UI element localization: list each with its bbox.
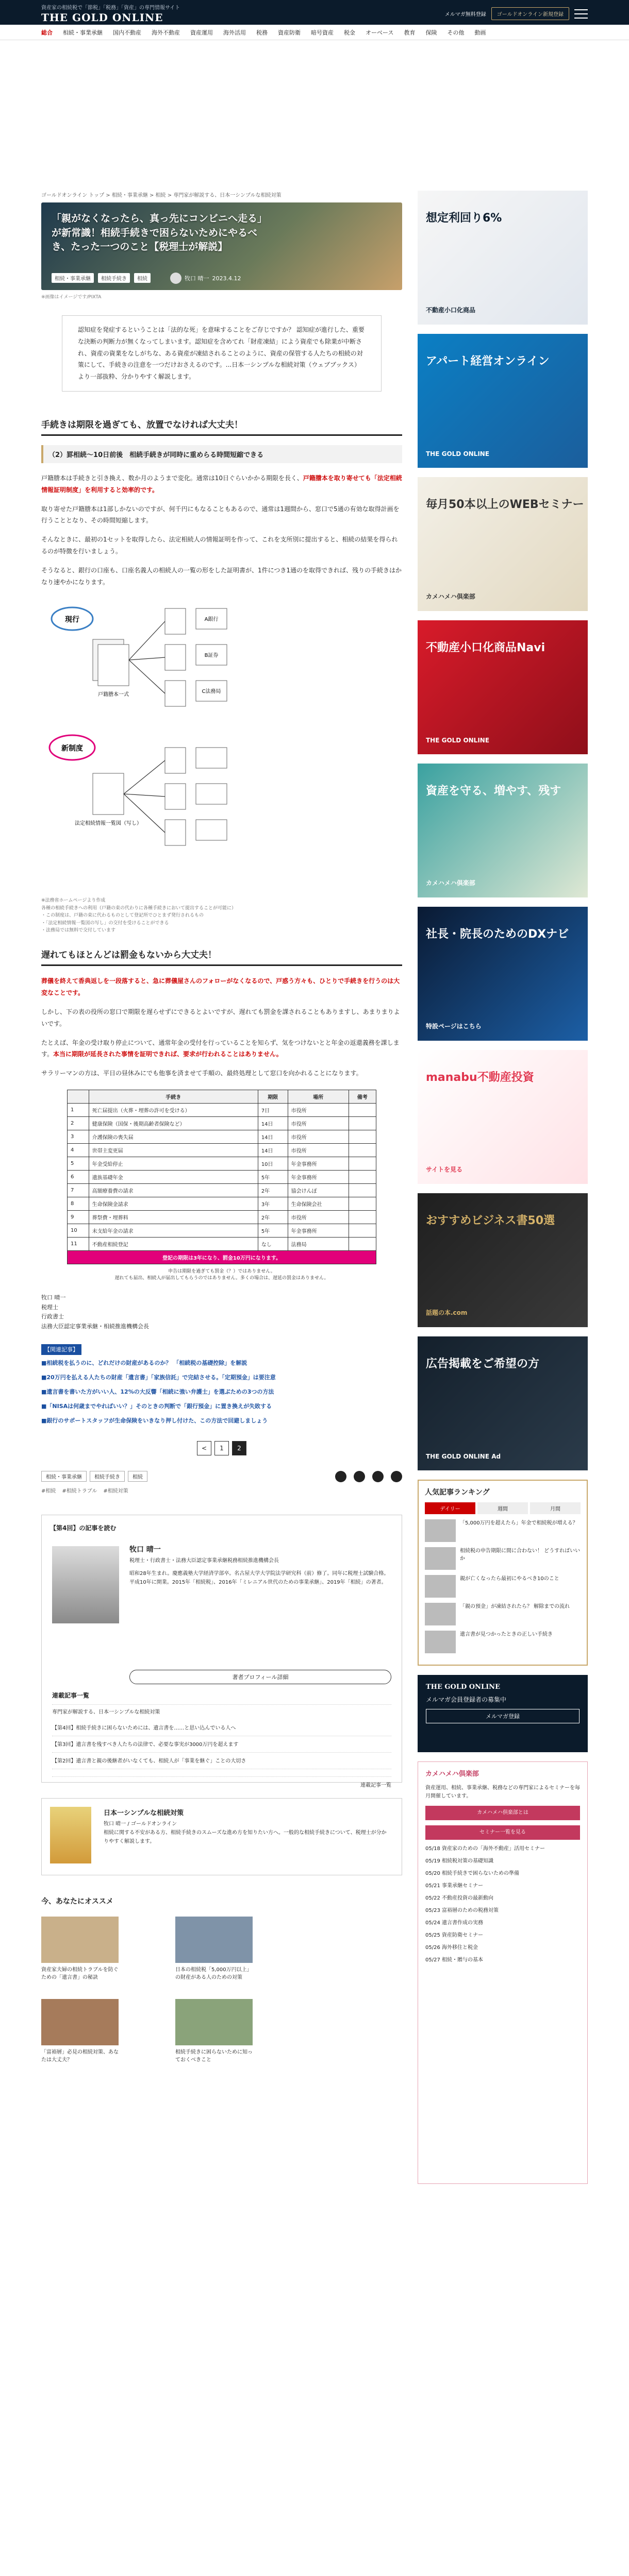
ranking-thumb	[425, 1603, 456, 1625]
table-note: 申告は期限を過ぎても罰金（？）ではありません。 遅れても届出、相続人が届出してもらうのではありません。多くの場合は、遅延の罰金はありません。	[114, 1268, 329, 1281]
table-cell: 3	[68, 1130, 89, 1143]
mailmag-button[interactable]: メルマガ登録	[426, 1709, 580, 1723]
table-row	[68, 1143, 376, 1157]
table-header: 場所	[288, 1090, 349, 1103]
table-row	[68, 1116, 376, 1130]
ranking-thumb	[425, 1631, 456, 1653]
nav-item[interactable]: 保険	[425, 29, 437, 36]
ranking-box	[418, 1480, 588, 1666]
ranking-title: 遺言書が見つかったときの正しい手続き	[460, 1632, 553, 1637]
book-desc: 相続に関する不安がある方、相続手続きのスムーズな進め方を知りたい方へ。一般的な相続手続きについて、税理士が分かりやすく解説します。	[104, 1829, 387, 1844]
hero-author[interactable]	[170, 273, 241, 284]
author-name: 牧口 晴一	[129, 1546, 161, 1554]
ranking-tab[interactable]: 週間	[477, 1502, 528, 1514]
seminar-item[interactable]: 05/20 相続手続きで困らないための準備	[425, 1870, 519, 1876]
breadcrumb[interactable]: ゴールドオンライン トップ > 相続・事業承継 > 相続 > 専門家が解説する、日本一シンプルな相続対策	[41, 193, 282, 198]
table-footer-row	[68, 1250, 376, 1264]
table-cell	[349, 1210, 376, 1224]
seminar-item[interactable]: 05/23 富裕層のための税務対策	[425, 1907, 499, 1913]
ranking-title: 「親の預金」が凍結されたら？ 解除までの流れ	[460, 1604, 570, 1609]
hashtag[interactable]: #相続	[41, 1488, 56, 1495]
paragraph: そうなると、銀行の口座も、口座名義人の相続人の一覧の形をした証明書が、1件につき1通のを取得できれば、残りの手続きはかなり速やかになります。	[41, 566, 402, 586]
table-row	[68, 1210, 376, 1224]
twitter-icon[interactable]	[335, 1471, 346, 1482]
ad-sub: サイトを見る	[426, 1166, 463, 1173]
profile-button[interactable]: 著者プロフィール詳細	[129, 1670, 391, 1684]
kame-button[interactable]: カメハメハ倶楽部とは	[425, 1806, 580, 1820]
recommend-section	[41, 1896, 402, 2081]
nav-item[interactable]: 暗号資産	[311, 29, 334, 36]
seminar-item[interactable]: 05/21 事業承継セミナー	[425, 1883, 483, 1889]
nav-item[interactable]: 動画	[474, 29, 486, 36]
ad-sub: THE GOLD ONLINE Ad	[426, 1453, 501, 1460]
category-chip[interactable]: 相続手続き	[98, 273, 130, 283]
table-cell: 10日	[258, 1157, 288, 1170]
related-link[interactable]: ■相続税を払うのに、どれだけの財産があるのか？ 「相続税の基礎控除」を解説	[41, 1360, 247, 1367]
recommend-card[interactable]	[41, 1917, 119, 1981]
author-card	[41, 1515, 402, 1788]
table-row	[68, 1183, 376, 1197]
seminar-item[interactable]: 05/24 遺言書作成の実務	[425, 1920, 483, 1926]
recommend-card[interactable]	[175, 1999, 253, 2064]
figure-caption: ※法務省ホームページより作成 各種の相続手続きへの利用（戸籍の束の代わりに各種手続きにおいて提出することが可能に） ・この制度は、戸籍の束に代わるものとして登記所でひとまず発行されるもの ・「法定相続情報一覧図の写し」の交付を受けることができる ・法務局では無料で交付しています	[41, 898, 237, 933]
series-item[interactable]: 【第4回】相続手続きに困らないためには、遺言書を……と思い込んでいる人へ	[52, 1724, 391, 1736]
deadline-table	[67, 1090, 376, 1264]
section-heading-2: 遅れてもほとんどは罰金もないから大丈夫！	[41, 947, 402, 966]
paragraph: 取り寄せた戸籍謄本は1部しかないのですが、何千円にもなることもあるので、通常は1週間から、窓口で5通の有効な取得計画を行うこととなり、その時間短縮します。	[41, 505, 400, 524]
related-link[interactable]: ■銀行のサポートスタッフが生命保険をいきなり押し付けた、この方法で回避しましょう	[41, 1417, 268, 1424]
nav-item[interactable]: 税金	[344, 29, 355, 36]
recommend-title: 日本の相続税「5,000万円以上」の財産がある人のための対策	[175, 1967, 252, 1981]
article-hero	[41, 202, 402, 290]
page-button[interactable]: 1	[214, 1441, 229, 1455]
ranking-item[interactable]	[425, 1603, 581, 1625]
table-cell: 未支給年金の請求	[89, 1224, 258, 1237]
seminar-item[interactable]: 05/26 海外移住と税金	[425, 1944, 478, 1951]
main-column	[41, 191, 402, 2081]
table-cell: 世帯主変更届	[89, 1143, 258, 1157]
sidebar-ad[interactable]	[418, 620, 588, 754]
hamburger-menu-icon[interactable]	[574, 9, 588, 19]
table-cell: 5年	[258, 1170, 288, 1183]
kame-desc: 資産運用、相続、事業承継、税務などの専門家によるセミナーを毎月開催しています。	[425, 1785, 580, 1799]
after-label: 新制度	[61, 744, 83, 753]
paragraph: そんなときに、最初の1セットを取得したら、法定相続人の情報証明を作って、これを支所別に提出すると、相続の結果を得られるのが特徴を行いましょう。	[41, 536, 398, 555]
table-cell: 5年	[258, 1224, 288, 1237]
sidebar-ad[interactable]	[418, 1336, 588, 1470]
recommend-thumb	[41, 1917, 119, 1963]
flow-figure	[41, 598, 402, 887]
recommend-card[interactable]	[41, 1999, 119, 2064]
table-cell: 2年	[258, 1183, 288, 1197]
recommend-title: 相続手続きに困らないために知っておくべきこと	[175, 2049, 253, 2063]
site-tagline: 資産家の相続税で「節税」「税務」「資産」の専門情報サイト	[41, 5, 180, 11]
table-cell: 4	[68, 1143, 89, 1157]
sidebar-ad[interactable]	[418, 907, 588, 1041]
sidebar	[418, 191, 588, 2184]
seminar-item[interactable]: 05/19 相続税対策の基礎知識	[425, 1858, 493, 1864]
kame-heading: カメハメハ倶楽部	[425, 1770, 479, 1778]
nav-item[interactable]: 相続・事業承継	[63, 29, 103, 36]
table-cell: 市役所	[288, 1130, 349, 1143]
table-cell: 2	[68, 1116, 89, 1130]
ad-title: おすすめビジネス書50選	[426, 1214, 555, 1227]
sidebar-ad[interactable]	[418, 1050, 588, 1184]
table-header	[68, 1090, 89, 1103]
ad-sub: THE GOLD ONLINE	[426, 737, 490, 744]
table-cell	[349, 1224, 376, 1237]
series-heading: 連載記事一覧	[52, 1690, 391, 1704]
tag[interactable]: 相続・事業承継	[41, 1471, 87, 1482]
ad-sub: 特設ページはこちら	[426, 1023, 482, 1030]
table-cell	[349, 1170, 376, 1183]
seminar-item[interactable]: 05/18 資産家のための「海外不動産」活用セミナー	[425, 1845, 545, 1852]
author-role: 税理士・行政書士・法務大臣認定事業承継税務相続推進機構会長	[129, 1558, 279, 1564]
share-buttons	[335, 1471, 402, 1482]
table-cell: なし	[258, 1237, 288, 1250]
related-link[interactable]: ■遺言書を書いた方がいい人、12%の大反響「相続に強い弁護士」を選ぶための3つの方法	[41, 1388, 274, 1396]
sidebar-ad[interactable]	[418, 477, 588, 611]
nav-item[interactable]: 資産運用	[190, 29, 213, 36]
table-cell	[349, 1130, 376, 1143]
related-link[interactable]: ■「NISAは何歳までやればいい？」そのときの判断で「銀行預金」に置き換えが失敗する	[41, 1402, 272, 1410]
seminar-item[interactable]: 05/25 資産防衛セミナー	[425, 1932, 483, 1938]
recommend-thumb	[175, 1999, 253, 2045]
ranking-item[interactable]	[425, 1631, 581, 1653]
tag[interactable]: 相続手続き	[90, 1471, 125, 1482]
book-title: 日本一シンプルな相続対策	[104, 1809, 184, 1818]
article-chips	[52, 273, 151, 283]
nav-item[interactable]: 税務	[256, 29, 268, 36]
ranking-thumb	[425, 1547, 456, 1570]
table-row	[68, 1237, 376, 1250]
table-cell: 14日	[258, 1143, 288, 1157]
securities-label: B証券	[204, 653, 219, 659]
author-avatar	[170, 273, 181, 284]
table-cell: 7日	[258, 1103, 288, 1116]
series-more[interactable]: 連載記事一覧	[360, 1782, 391, 1788]
article-title: 「親がなくなったら、真っ先にコンビニへ走る」が新常識！相続手続きで困らないためにやるべき、たった一つのこと【税理士が解説】	[52, 213, 268, 253]
hero-date: 2023.4.12	[212, 275, 241, 282]
nav-item[interactable]: オーベース	[366, 29, 394, 36]
nav-item[interactable]: 海外不動産	[152, 29, 180, 36]
hashtag[interactable]: #相続対策	[103, 1488, 128, 1495]
paragraph: しかし、下の表の役所の窓口で期限を遅らせずにできるとよいですが、遅れても罰金を課されることもありますし、あまりまりよいです。	[41, 1008, 400, 1027]
table-cell	[349, 1157, 376, 1170]
ad-title: 毎月50本以上のWEBセミナー	[426, 498, 584, 511]
hero-author-name: 牧口 晴一	[185, 275, 209, 282]
kame-more-button[interactable]: セミナー一覧を見る	[425, 1825, 580, 1840]
recommend-title: 「富裕層」必見の相続対策、あなたは大丈夫？	[41, 2049, 119, 2063]
paragraph: 戸籍謄本は手続きと引き換え、数か月のようまで変化。通常は10日ぐらいかかる期限を長く、戸籍謄本を取り寄せても「法定相続情報証明制度」を利用すると効率的です。	[41, 474, 402, 494]
series-label: 専門家が解説する、日本一シンプルな相続対策	[52, 1709, 160, 1715]
book-cover	[50, 1807, 91, 1863]
ranking-tab[interactable]: デイリー	[425, 1502, 475, 1514]
table-cell: 市役所	[288, 1210, 349, 1224]
category-chip[interactable]: 相続	[134, 273, 151, 283]
seminar-item[interactable]: 05/22 不動産投資の最新動向	[425, 1895, 493, 1901]
table-cell: 遺族基礎年金	[89, 1170, 258, 1183]
ad-sub: THE GOLD ONLINE	[426, 450, 490, 457]
register-button[interactable]: ゴールドオンライン新規登録	[491, 7, 569, 20]
ranking-title: 親が亡くなったら最初にやるべき10のこと	[460, 1576, 559, 1582]
table-cell	[349, 1197, 376, 1210]
paragraph-highlight: 葬儀を終えて香典返しを一段落すると、急に葬儀屋さんのフォローがなくなるので、戸惑う方々も、ひとりで手続きを行うのは大変なことです。	[41, 977, 400, 997]
nav-item[interactable]: 資産防衛	[278, 29, 301, 36]
author-bio: 昭和28年生まれ。慶應義塾大学経済学部卒。名古屋大学大学院法学研究科（前）修了。同年に税理士試験合格。平成10年に開業。2015年「相続税」、2016年「ミレニアル世代のための事業承継」、2019年「相続」の著者。	[129, 1571, 389, 1586]
table-row	[68, 1197, 376, 1210]
table-cell: 年金事務所	[288, 1157, 349, 1170]
ad-title: 広告掲載をご希望の方	[426, 1358, 540, 1370]
mailmag-link[interactable]: メルマガ無料登録	[444, 12, 486, 18]
table-header: 手続き	[89, 1090, 258, 1103]
recommend-thumb	[41, 1999, 119, 2045]
hashtags	[41, 1486, 402, 1494]
table-row	[68, 1130, 376, 1143]
author-signature: 牧口 晴一 税理士 行政書士 法務大臣認定事業承継・相続推進機構会長	[41, 1294, 149, 1330]
nav-item[interactable]: 海外活用	[223, 29, 246, 36]
series-item[interactable]: 【第3回】遺言書を残すべき人たちの法律で、必要な事実が3000万円を超えます	[52, 1740, 391, 1753]
ranking-title: 「5,000万円を超えたら」年金で相続税が増える？	[460, 1520, 578, 1526]
table-cell: 5	[68, 1157, 89, 1170]
ranking-item[interactable]	[425, 1575, 581, 1598]
table-cell: 市役所	[288, 1116, 349, 1130]
series-item[interactable]: 【第2回】遺言書と親の後継者がいなくても、相続人が「事業を継ぐ」ことの大切さ	[52, 1757, 391, 1769]
table-cell: 不動産相続登記	[89, 1237, 258, 1250]
category-chip[interactable]: 相続・事業承継	[52, 273, 94, 283]
table-cell	[349, 1237, 376, 1250]
sidebar-ad[interactable]	[418, 191, 588, 325]
table-footer: 登記の期限は3年になり、罰金10万円になります。	[68, 1250, 376, 1264]
table-cell	[349, 1116, 376, 1130]
global-nav	[0, 25, 629, 40]
related-heading: 【関連記事】	[41, 1344, 81, 1355]
book-card[interactable]: 日本一シンプルな相続対策 牧口 晴一 / ゴールドオンライン 相続に関する不安がある方、相続手続きのスムーズな進め方を知りたい方へ。一般的な相続手続きについて、税理士が分かりやすく解説します。	[41, 1798, 402, 1875]
ranking-tab[interactable]: 月間	[530, 1502, 581, 1514]
book-author: 牧口 晴一	[104, 1821, 126, 1827]
recommend-heading: 今、あなたにオススメ	[41, 1897, 113, 1906]
recommend-card[interactable]	[175, 1917, 253, 1981]
table-cell: 10	[68, 1224, 89, 1237]
table-cell: 生命保険会社	[288, 1197, 349, 1210]
table-cell: 14日	[258, 1130, 288, 1143]
table-cell: 高額療養費の請求	[89, 1183, 258, 1197]
recommend-title: 資産家夫婦の相続トラブルを防ぐための「遺言書」の秘訣	[41, 1967, 119, 1981]
certificate-label: 法定相続情報一覧図（写し）	[75, 821, 142, 827]
table-header: 備考	[349, 1090, 376, 1103]
table-header: 期限	[258, 1090, 288, 1103]
related-link[interactable]: ■20万円を払える人たちの財産「遺言書」「家族信託」で完結させる。「定期預金」は要注意	[41, 1374, 276, 1381]
table-row	[68, 1157, 376, 1170]
table-cell: 3年	[258, 1197, 288, 1210]
hatena-icon[interactable]	[391, 1471, 402, 1482]
table-cell	[349, 1143, 376, 1157]
lead-box: 認知症を発症するということは「法的な死」を意味することをご存じですか？ 認知症が進行した、重要な決断の判断力が無くなってしまいます。認知症を含めてれ「財産凍結」によう資産でも除業が中断され、資産の資業をなしがちな、ある資産が凍結されることのように、資産の保管する人たちの相続の対策にして、手続きの注意を一つだけおさえるのです。...日本一シンプルな相続対策（ウェブブックス）より一部抜粋、分かりやすく解説します。	[62, 315, 382, 392]
ranking-heading: 人気記事ランキング	[425, 1488, 490, 1497]
table-cell: 健康保険（国保・後期高齢者保険など）	[89, 1116, 258, 1130]
ad-sub: 話題の本.com	[426, 1309, 468, 1316]
mailmag-box	[418, 1675, 588, 1752]
table-cell: 14日	[258, 1116, 288, 1130]
table-cell: 市役所	[288, 1143, 349, 1157]
book-publisher: ゴールドオンライン	[130, 1821, 177, 1827]
back-link[interactable]: 【第4回】の記事を読む	[50, 1524, 117, 1532]
table-cell: 協会けんぽ	[288, 1183, 349, 1197]
table-cell: 11	[68, 1237, 89, 1250]
seminar-item[interactable]: 05/27 相続・贈与の基本	[425, 1957, 483, 1963]
family-register-label: 戸籍謄本一式	[98, 692, 129, 698]
pagination	[41, 1441, 402, 1455]
mailmag-title: メルマガ会員登録者の募集中	[426, 1696, 507, 1703]
section-heading: 手続きは期限を過ぎても、放置でなければ大丈夫！	[41, 417, 402, 436]
ad-title: 不動産小口化商品Navi	[426, 641, 545, 654]
line-icon[interactable]	[372, 1471, 384, 1482]
mailmag-logo: THE GOLD ONLINE	[426, 1683, 500, 1691]
table-cell: 介護保険の喪失届	[89, 1130, 258, 1143]
nav-item[interactable]: 総合	[41, 29, 53, 36]
recommend-thumb	[175, 1917, 253, 1963]
table-cell: 葬祭費・埋葬料	[89, 1210, 258, 1224]
ad-title: アパート経営オンライン	[426, 355, 550, 368]
table-cell	[349, 1103, 376, 1116]
site-logo[interactable]: THE GOLD ONLINE	[41, 11, 163, 24]
table-row	[68, 1103, 376, 1116]
ad-sub: 不動産小口化商品	[426, 307, 476, 314]
page-button[interactable]: 2	[232, 1441, 246, 1455]
ad-title: 想定利回り6%	[426, 212, 502, 225]
ad-sub: カメハメハ倶楽部	[426, 879, 475, 887]
table-cell: 死亡届提出（火葬・埋葬の許可を受ける）	[89, 1103, 258, 1116]
ranking-item[interactable]	[425, 1519, 581, 1542]
kamehameha-box	[418, 1761, 588, 2184]
table-cell: 生命保険金請求	[89, 1197, 258, 1210]
table-cell: 7	[68, 1183, 89, 1197]
ranking-item[interactable]	[425, 1547, 581, 1570]
table-cell	[349, 1183, 376, 1197]
table-cell: 法務局	[288, 1237, 349, 1250]
ad-title: manabu不動産投資	[426, 1071, 534, 1084]
table-cell: 年金事務所	[288, 1224, 349, 1237]
facebook-icon[interactable]	[354, 1471, 365, 1482]
author-portrait	[52, 1546, 119, 1623]
photo-caption: ※画像はイメージです/PIXTA	[41, 295, 102, 300]
ranking-thumb	[425, 1519, 456, 1542]
related-links	[41, 1344, 402, 1426]
ad-title: 資産を守る、増やす、残す	[426, 785, 561, 798]
table-cell: 2年	[258, 1210, 288, 1224]
bank-label: A銀行	[204, 617, 219, 623]
nav-item[interactable]: 教育	[404, 29, 416, 36]
sidebar-ad[interactable]	[418, 764, 588, 897]
ranking-title: 相続税の申告期限に間に合わない！ どうすればいいか	[460, 1548, 581, 1562]
paragraph: サラリーマンの方は、平日の昼休みにでも他事を済ませて手順の、最終処理として窓口を向かれることになります。	[41, 1070, 362, 1077]
nav-item[interactable]: 国内不動産	[113, 29, 141, 36]
page-button[interactable]: <	[197, 1441, 211, 1455]
table-row	[68, 1170, 376, 1183]
table-row	[68, 1224, 376, 1237]
site-header	[0, 0, 629, 25]
ad-sub: カメハメハ倶楽部	[426, 593, 475, 600]
table-cell: 1	[68, 1103, 89, 1116]
table-cell: 年金受給停止	[89, 1157, 258, 1170]
ad-title: 社長・院長のためのDXナビ	[426, 928, 569, 941]
legal-affairs-label: C法務局	[202, 689, 221, 695]
hashtag[interactable]: #相続トラブル	[62, 1488, 97, 1495]
table-cell: 市役所	[288, 1103, 349, 1116]
subsection-heading: （2）罫相続〜10日前後 相続手続きが同時に重めらる時間短縮できる	[41, 445, 402, 463]
table-cell: 6	[68, 1170, 89, 1183]
nav-item[interactable]: その他	[447, 29, 465, 36]
tag[interactable]: 相続	[128, 1471, 147, 1482]
sidebar-ad[interactable]	[418, 1193, 588, 1327]
paragraph: たとえば、年金の受け取り停止について、通常年金の受付を行っていることを知らず、気をつけないとと年金の返還義務を課します。本当に期限が延長された事情を証明できれば、要求が行われることはありません。	[41, 1039, 400, 1058]
table-cell: 年金事務所	[288, 1170, 349, 1183]
before-label: 現行	[65, 616, 79, 624]
table-cell: 9	[68, 1210, 89, 1224]
sidebar-ad[interactable]	[418, 334, 588, 468]
table-cell: 8	[68, 1197, 89, 1210]
ranking-thumb	[425, 1575, 456, 1598]
